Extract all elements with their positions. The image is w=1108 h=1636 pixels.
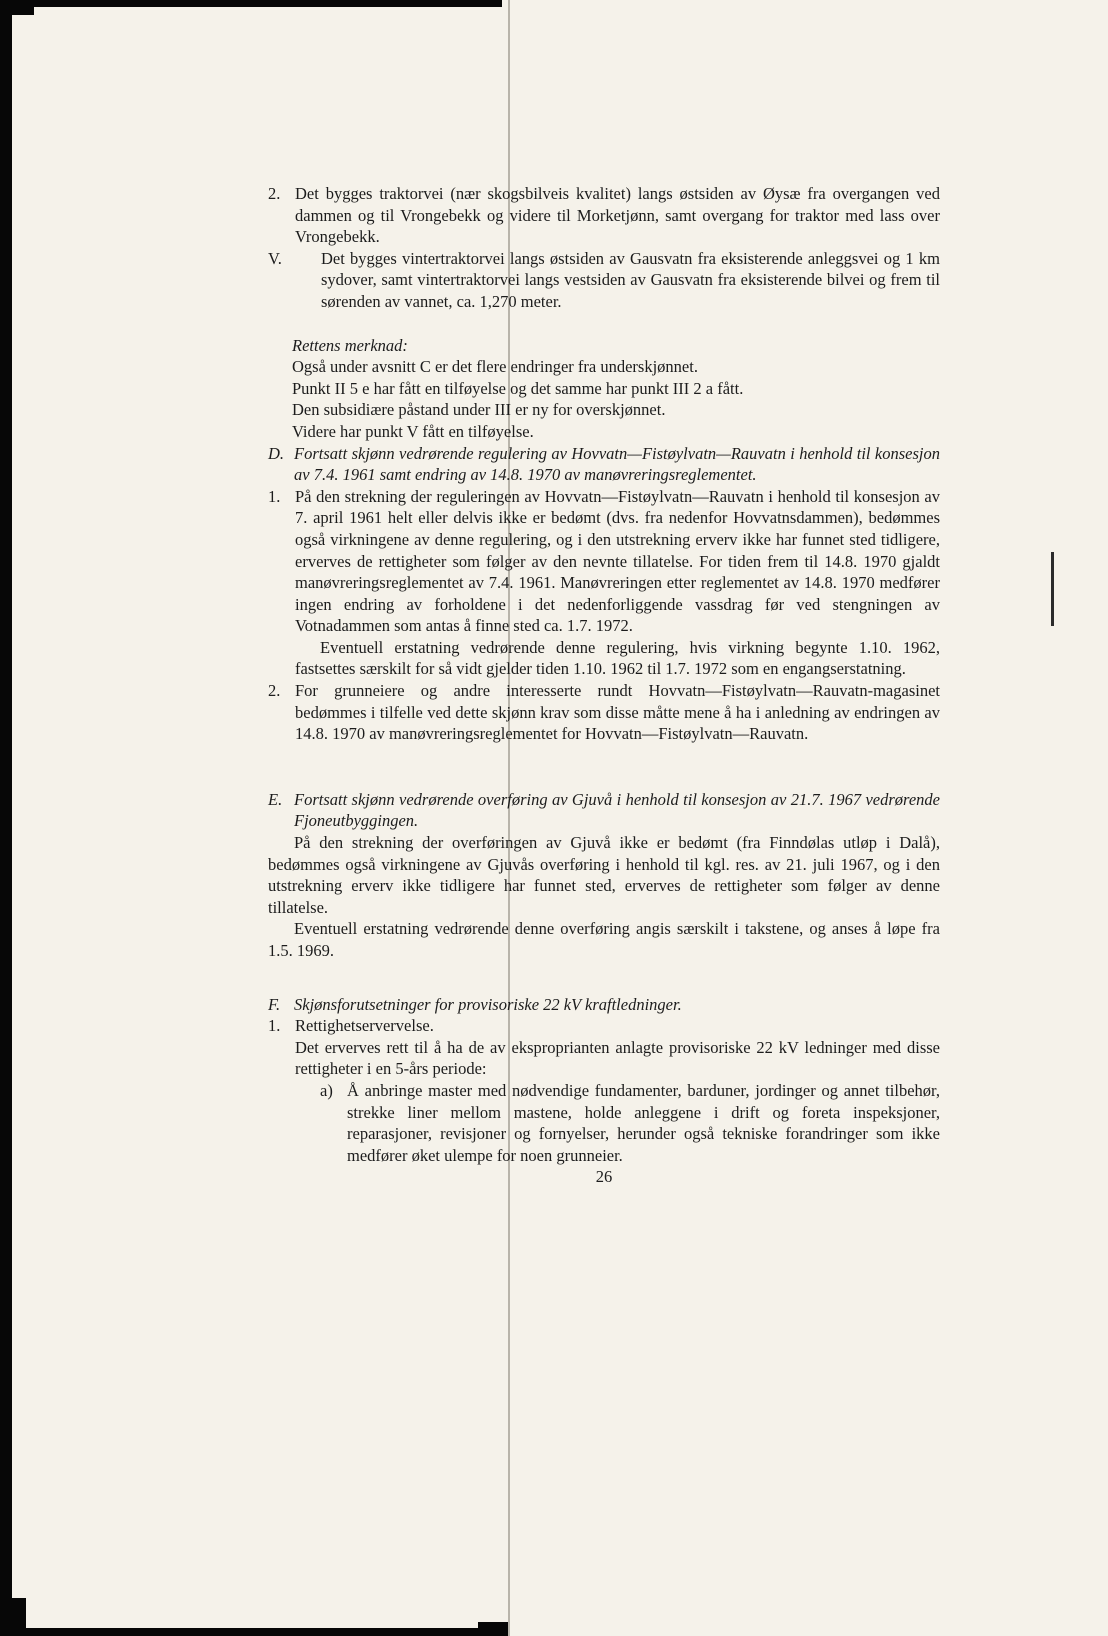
section-d-heading-text: Fortsatt skjønn vedrørende regulering av Hovvatn—Fistøylvatn—Rauvatn i henhold til konsesjon av 7.4. 1961 samt endring av 14.8. 1970 av manøvreringsreglementet. — [294, 443, 940, 485]
court-note-line: Punkt II 5 e har fått en tilføyelse og det samme har punkt III 2 a fått. — [292, 378, 744, 398]
section-d-label: D. — [268, 443, 285, 463]
list-item-v-label: V. — [268, 248, 282, 268]
section-e-label: E. — [268, 789, 283, 809]
court-note-block — [292, 335, 940, 443]
section-e-paragraph-1: På den strekning der overføringen av Gjuvå ikke er bedømt (fra Finndølas utløp i Dalå), bedømmes også virkningene av Gjuvås overføring i henhold til kgl. res. av 21. juli 1967, og i den utstrekning erverv ikke tidligere har funnet sted, erverves de rettigheter som følger av denne tillatelse. — [268, 833, 940, 917]
scan-corner-top-left — [0, 0, 34, 15]
section-f-heading-text: Skjønsforutsetninger for provisoriske 22 kV kraftledninger. — [294, 994, 682, 1014]
section-f-sub-item-a — [268, 1080, 940, 1166]
list-item-v — [268, 248, 940, 313]
scan-bottom-blob — [478, 1622, 508, 1636]
section-d-item-1 — [268, 486, 940, 637]
section-f-item-1-label: 1. — [268, 1016, 281, 1036]
section-f-sub-item-a-label: a) — [320, 1080, 333, 1100]
scan-edge-top — [0, 0, 502, 7]
list-item-v-text: Det bygges vintertraktorvei langs østsiden av Gausvatn fra eksisterende anleggsvei og 1 km sydover, samt vintertraktorvei langs vestsiden av Gausvatn fra eksisterende bilvei og frem til sørenden av vannet, ca. 1,270 meter. — [321, 248, 940, 311]
court-note-line: Også under avsnitt C er det flere endringer fra underskjønnet. — [292, 357, 698, 377]
section-d-item-2-text: For grunneiere og andre interesserte rundt Hovvatn—Fistøylvatn—Rauvatn-magasinet bedømmes i tilfelle ved dette skjønn krav som disse måtte mene å ha i anledning av endringen av 14.8. 1970 av manøvreringsreglementet for Hovvatn—Fistøylvatn—Rauvatn. — [295, 681, 940, 744]
section-d-item-1-label: 1. — [268, 486, 281, 506]
list-item-2-text: Det bygges traktorvei (nær skogsbilveis kvalitet) langs østsiden av Øysæ fra overgangen ved dammen og til Vrongebekk og videre til Morketjønn, samt overgang for traktor med lass over Vrongebekk. — [295, 184, 940, 247]
page-number: 26 — [595, 1167, 613, 1187]
section-f-item-1-title: Rettighetservervelse. — [295, 1016, 434, 1036]
scan-edge-bottom — [0, 1628, 506, 1636]
list-item-2 — [268, 183, 940, 248]
section-f-item-1-text: Det erverves rett til å ha de av eksproprianten anlagte provisoriske 22 kV ledninger med disse rettigheter i en 5-års periode: — [295, 1037, 940, 1079]
section-d-item-2-label: 2. — [268, 681, 281, 701]
court-note-line: Den subsidiære påstand under III er ny for overskjønnet. — [292, 400, 666, 420]
section-d-item-1-text: På den strekning der reguleringen av Hovvatn—Fistøylvatn—Rauvatn i henhold til konsesjon av 7. april 1961 helt eller delvis ikke er bedømt (dvs. fra nedenfor Hovvatnsdammen), bedømmes også virkningene av denne regulering, og i den utstrekning erverv ikke har funnet sted tidligere, erverves de rettigheter som følger av den nevnte tillatelse. For tiden frem til 14.8. 1970 gjaldt manøvreringsreglementet av 7.4. 1961. Manøvreringen etter reglementet av 14.8. 1970 medfører ingen endring av forholdene i det nedenforliggende vassdrag før ved stengningen av Votnadammen som antas å finne sted ca. 1.7. 1972. — [295, 486, 940, 636]
court-note-line: Videre har punkt V fått en tilføyelse. — [292, 421, 534, 441]
scan-edge-left — [0, 0, 12, 1636]
section-d-item-1-continuation: Eventuell erstatning vedrørende denne regulering, hvis virkning begynte 1.10. 1962, fastsettes særskilt for så vidt gjelder tiden 1.10. 1962 til 1.7. 1972 som en engangserstatning. — [295, 637, 940, 679]
section-e-paragraph-2: Eventuell erstatning vedrørende denne overføring angis særskilt i takstene, og anses å løpe fra 1.5. 1969. — [268, 919, 940, 960]
court-note-heading: Rettens merknad: — [292, 335, 408, 355]
list-item-2-label: 2. — [268, 184, 281, 203]
scan-corner-bottom-left — [0, 1598, 26, 1636]
section-f-heading — [268, 994, 940, 1016]
section-f-sub-item-a-text: Å anbringe master med nødvendige fundamenter, barduner, jordinger og annet tilbehør, strekke liner mellom mastene, holde anleggene i drift og foreta inspeksjoner, reparasjoner, revisjoner og fornyelser, herunder også tekniske forandringer som ikke medfører øket ulempe for noen grunneier. — [347, 1080, 940, 1165]
section-d-item-2 — [268, 680, 940, 745]
section-f-item-1 — [268, 1015, 940, 1037]
section-e-heading-text: Fortsatt skjønn vedrørende overføring av Gjuvå i henhold til konsesjon av 21.7. 1967 vedrørende Fjoneutbyggingen. — [294, 789, 940, 831]
section-f-label: F. — [268, 994, 281, 1014]
document-body — [268, 183, 940, 1188]
scan-right-edge-mark — [1051, 552, 1054, 626]
section-e-heading — [268, 789, 940, 832]
section-d-heading — [268, 443, 940, 486]
